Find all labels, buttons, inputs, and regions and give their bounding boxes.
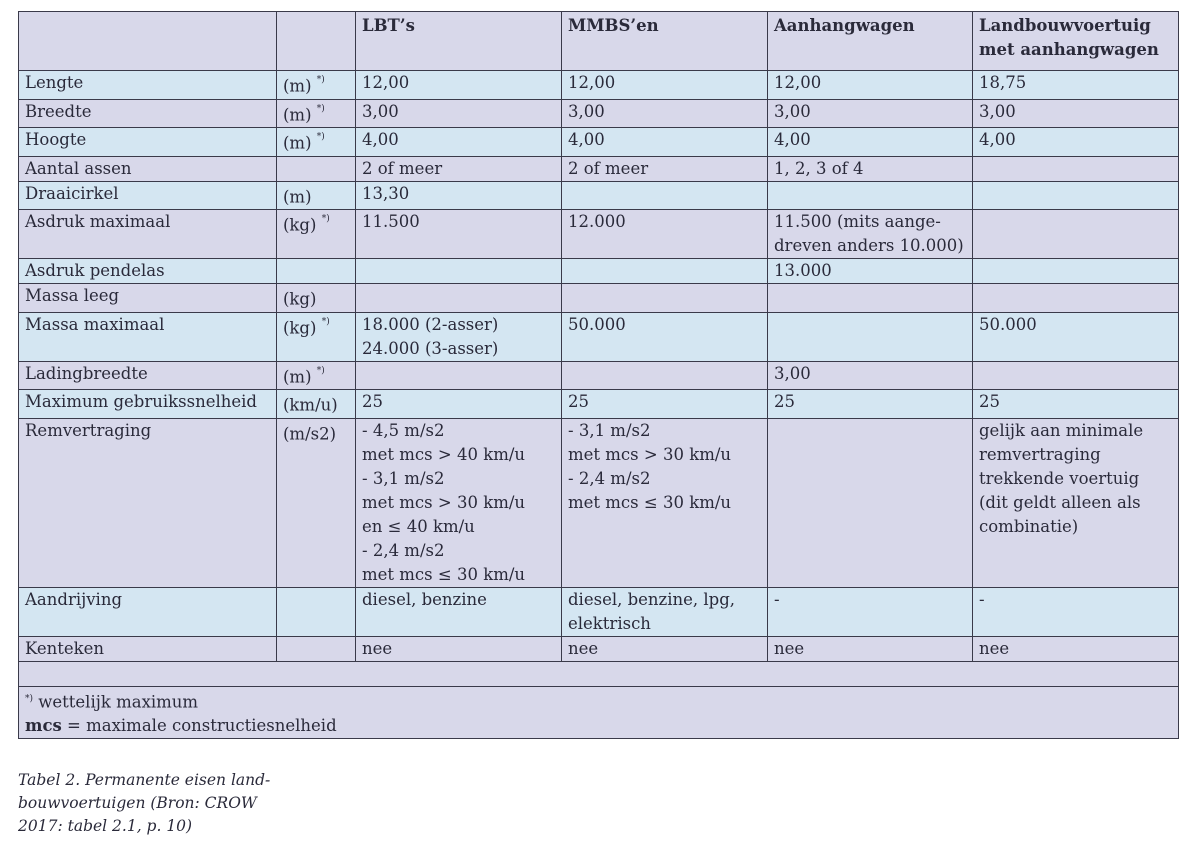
value-text: 11.500 (mits aange- dreven anders 10.000) bbox=[774, 212, 964, 255]
table-row bbox=[19, 71, 1179, 100]
row-label: Massa leeg bbox=[19, 284, 277, 313]
unit-footnote-mark: *) bbox=[316, 103, 325, 114]
value-cell bbox=[973, 284, 1179, 313]
value-cell bbox=[356, 128, 562, 157]
value-text: - bbox=[979, 589, 985, 609]
footnote-line-1 bbox=[25, 687, 1172, 715]
unit-footnote-mark: *) bbox=[316, 132, 325, 142]
value-cell bbox=[356, 156, 562, 181]
value-text: 12.000 bbox=[568, 212, 626, 231]
value-text: - 4,5 m/s2 met mcs > 40 km/u - 3,1 m/s2 met mcs > 30 km/u en ≤ 40 km/u - 2,4 m/s2 met mcs ≤ 30 km/u bbox=[362, 420, 526, 584]
empty-row bbox=[19, 661, 1179, 686]
value-cell bbox=[356, 312, 562, 361]
row-unit bbox=[277, 99, 356, 128]
row-unit bbox=[277, 128, 356, 157]
value-text: 2 of meer bbox=[362, 158, 443, 178]
value-cell bbox=[768, 636, 973, 661]
table-row bbox=[19, 181, 1179, 210]
value-cell bbox=[356, 390, 562, 419]
row-unit bbox=[277, 71, 356, 100]
value-cell bbox=[356, 587, 562, 636]
value-cell bbox=[973, 636, 1179, 661]
header-cell: Landbouwvoertuig met aanhangwagen bbox=[973, 12, 1179, 71]
row-unit bbox=[277, 636, 356, 661]
table-row bbox=[19, 390, 1179, 419]
footnote-line-2 bbox=[25, 714, 1172, 738]
table-row bbox=[19, 156, 1179, 181]
value-cell bbox=[768, 210, 973, 259]
footnote-row bbox=[19, 686, 1179, 739]
value-text: - 3,1 m/s2 met mcs > 30 km/u - 2,4 m/s2 met mcs ≤ 30 km/u bbox=[568, 420, 732, 512]
value-text: 12,00 bbox=[568, 73, 616, 92]
header-cell: MMBS’en bbox=[562, 12, 768, 71]
value-cell bbox=[768, 390, 973, 419]
value-text: 13.000 bbox=[774, 261, 832, 280]
row-label: Maximum gebruikssnelheid bbox=[19, 390, 277, 419]
value-text: 11.500 bbox=[362, 212, 420, 231]
value-cell bbox=[356, 361, 562, 390]
footnote-text-2: = maximale constructiesnelheid bbox=[61, 716, 337, 735]
row-unit bbox=[277, 312, 356, 361]
unit-text: (m) bbox=[283, 105, 312, 124]
value-cell bbox=[768, 259, 973, 284]
row-label: Aantal assen bbox=[19, 156, 277, 181]
value-cell bbox=[973, 99, 1179, 128]
row-unit bbox=[277, 156, 356, 181]
row-unit bbox=[277, 259, 356, 284]
value-text: 3,00 bbox=[362, 101, 399, 121]
row-label: Breedte bbox=[19, 99, 277, 128]
table-row bbox=[19, 636, 1179, 661]
header-row bbox=[19, 12, 1179, 71]
footnote-cell bbox=[19, 686, 1179, 739]
value-cell bbox=[973, 71, 1179, 100]
value-cell bbox=[562, 128, 768, 157]
table-row bbox=[19, 587, 1179, 636]
value-cell bbox=[768, 128, 973, 157]
value-cell bbox=[356, 418, 562, 587]
value-text: 3,00 bbox=[979, 101, 1016, 121]
value-cell bbox=[356, 71, 562, 100]
value-cell bbox=[562, 418, 768, 587]
empty-cell bbox=[19, 661, 1179, 686]
row-unit bbox=[277, 361, 356, 390]
value-cell bbox=[768, 99, 973, 128]
unit-text: (m) bbox=[283, 187, 312, 206]
unit-text: (m/s2) bbox=[283, 424, 337, 443]
value-cell bbox=[973, 390, 1179, 419]
row-label: Remvertraging bbox=[19, 418, 277, 587]
value-cell bbox=[562, 99, 768, 128]
value-cell bbox=[973, 587, 1179, 636]
value-cell bbox=[973, 156, 1179, 181]
value-text: 18,75 bbox=[979, 73, 1027, 92]
value-cell bbox=[562, 156, 768, 181]
header-cell: LBT’s bbox=[356, 12, 562, 71]
table-row bbox=[19, 284, 1179, 313]
value-text: 13,30 bbox=[362, 183, 410, 203]
row-unit bbox=[277, 181, 356, 210]
value-text: 25 bbox=[362, 392, 383, 411]
footnote-text-1: wettelijk maximum bbox=[33, 692, 199, 711]
row-label: Ladingbreedte bbox=[19, 361, 277, 390]
value-text: 50.000 bbox=[979, 314, 1037, 334]
value-cell bbox=[356, 181, 562, 210]
value-cell bbox=[562, 210, 768, 259]
value-text: nee bbox=[362, 638, 393, 658]
table-row bbox=[19, 128, 1179, 157]
value-cell bbox=[768, 156, 973, 181]
value-cell bbox=[356, 636, 562, 661]
value-text: gelijk aan minimale remvertraging trekkende voertuig (dit geldt alleen als combinatie) bbox=[979, 420, 1144, 536]
value-cell bbox=[562, 259, 768, 284]
value-cell bbox=[562, 284, 768, 313]
value-cell bbox=[973, 259, 1179, 284]
row-label: Massa maximaal bbox=[19, 312, 277, 361]
value-cell bbox=[973, 312, 1179, 361]
value-text: 3,00 bbox=[568, 101, 605, 121]
value-text: 4,00 bbox=[774, 130, 811, 149]
row-unit bbox=[277, 284, 356, 313]
unit-footnote-mark: *) bbox=[321, 316, 330, 327]
value-text: 18.000 (2-asser) 24.000 (3-asser) bbox=[362, 314, 499, 358]
value-cell bbox=[768, 587, 973, 636]
row-label: Aandrijving bbox=[19, 587, 277, 636]
value-text: 25 bbox=[568, 392, 589, 411]
value-text: 4,00 bbox=[979, 130, 1016, 149]
row-unit bbox=[277, 587, 356, 636]
value-text: 4,00 bbox=[362, 130, 399, 149]
value-cell bbox=[973, 181, 1179, 210]
value-cell bbox=[356, 99, 562, 128]
value-cell bbox=[768, 418, 973, 587]
table-row bbox=[19, 210, 1179, 259]
row-label: Draaicirkel bbox=[19, 181, 277, 210]
unit-text: (m) bbox=[283, 367, 312, 386]
row-label: Kenteken bbox=[19, 636, 277, 661]
value-text: diesel, benzine, lpg, elektrisch bbox=[568, 589, 736, 633]
value-cell bbox=[973, 361, 1179, 390]
table-row bbox=[19, 312, 1179, 361]
value-text: 2 of meer bbox=[568, 158, 649, 178]
header-cell bbox=[19, 12, 277, 71]
unit-text: (kg) bbox=[283, 289, 317, 309]
value-text: 12,00 bbox=[362, 73, 410, 92]
header-cell bbox=[277, 12, 356, 71]
value-cell bbox=[973, 128, 1179, 157]
unit-footnote-mark: *) bbox=[321, 214, 330, 224]
value-text: diesel, benzine bbox=[362, 589, 487, 609]
row-label: Hoogte bbox=[19, 128, 277, 157]
value-text: 50.000 bbox=[568, 314, 626, 334]
value-text: 25 bbox=[774, 392, 795, 411]
value-cell bbox=[562, 636, 768, 661]
footnote-abbrev: mcs bbox=[25, 716, 62, 735]
value-cell bbox=[973, 418, 1179, 587]
table-row bbox=[19, 418, 1179, 587]
value-text: nee bbox=[774, 638, 805, 658]
row-unit bbox=[277, 390, 356, 419]
row-unit bbox=[277, 210, 356, 259]
value-cell bbox=[356, 259, 562, 284]
value-cell bbox=[768, 312, 973, 361]
requirements-table bbox=[18, 11, 1179, 739]
value-cell bbox=[562, 361, 768, 390]
table-caption: Tabel 2. Permanente eisen land- bouwvoertuigen (Bron: CROW 2017: tabel 2.1, p. 10) bbox=[18, 771, 271, 835]
row-label: Asdruk pendelas bbox=[19, 259, 277, 284]
value-text: 12,00 bbox=[774, 73, 822, 92]
value-cell bbox=[562, 587, 768, 636]
value-cell bbox=[768, 71, 973, 100]
value-text: 3,00 bbox=[774, 363, 811, 383]
table-row bbox=[19, 259, 1179, 284]
row-unit bbox=[277, 418, 356, 587]
value-text: 4,00 bbox=[568, 130, 605, 149]
table-row bbox=[19, 361, 1179, 390]
value-text: - bbox=[774, 589, 780, 609]
row-label: Asdruk maximaal bbox=[19, 210, 277, 259]
value-text: 25 bbox=[979, 392, 1000, 411]
value-text: nee bbox=[568, 638, 599, 658]
unit-text: (m) bbox=[283, 76, 312, 96]
table-row bbox=[19, 99, 1179, 128]
value-text: nee bbox=[979, 638, 1010, 658]
unit-text: (m) bbox=[283, 133, 312, 153]
unit-text: (kg) bbox=[283, 318, 317, 337]
value-cell bbox=[768, 284, 973, 313]
value-cell bbox=[356, 284, 562, 313]
unit-footnote-mark: *) bbox=[316, 75, 325, 85]
value-cell bbox=[562, 181, 768, 210]
value-cell bbox=[973, 210, 1179, 259]
value-text: 3,00 bbox=[774, 101, 811, 121]
unit-footnote-mark: *) bbox=[316, 365, 325, 376]
unit-text: (kg) bbox=[283, 215, 317, 235]
value-cell bbox=[768, 181, 973, 210]
value-cell bbox=[768, 361, 973, 390]
row-label: Lengte bbox=[19, 71, 277, 100]
value-cell bbox=[562, 71, 768, 100]
value-text: 1, 2, 3 of 4 bbox=[774, 158, 864, 178]
unit-text: (km/u) bbox=[283, 395, 338, 415]
value-cell bbox=[562, 390, 768, 419]
value-cell bbox=[356, 210, 562, 259]
header-cell: Aanhangwagen bbox=[768, 12, 973, 71]
footnote-mark: *) bbox=[25, 693, 34, 704]
value-cell bbox=[562, 312, 768, 361]
